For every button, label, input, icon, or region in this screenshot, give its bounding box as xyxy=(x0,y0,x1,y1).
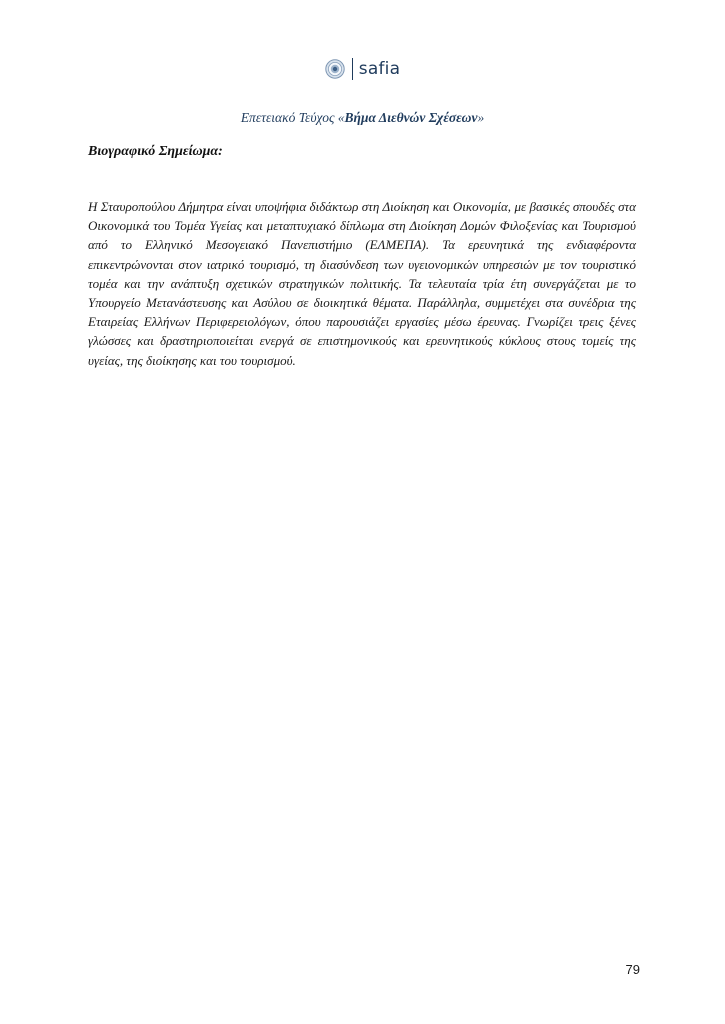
section-heading: Βιογραφικό Σημείωμα: xyxy=(88,144,223,159)
issue-title xyxy=(0,110,725,126)
logo-divider xyxy=(352,58,353,80)
logo-wordmark: safia xyxy=(358,58,401,79)
page-number: 79 xyxy=(625,962,640,977)
seal-emblem-icon xyxy=(325,59,345,79)
issue-title-suffix: » xyxy=(477,110,485,125)
issue-title-prefix: Επετειακό Τεύχος « xyxy=(240,110,345,125)
issue-title-name: Βήμα Διεθνών Σχέσεων xyxy=(344,110,478,125)
journal-logo xyxy=(0,58,725,80)
bio-paragraph: Η Σταυροπούλου Δήμητρα είναι υποψήφια διδάκτωρ στη Διοίκηση και Οικονομία, με βασικές σπουδές στα Οικονομικά του Τομέα Υγείας και μεταπτυχιακό δίπλωμα στη Διοίκηση Δομών Φιλοξενίας και Τουρισμού από το Ελληνικό Μεσογειακό Πανεπιστήμιο (ΕΛΜΕΠΑ). Τα ερευνητικά της ενδιαφέροντα επικεντρώνονται στον ιατρικό τουρισμό, τη διασύνδεση των υγειονομικών υπηρεσιών με τον τουριστικό τομέα και την ανάπτυξη σχετικών στρατηγικών πολιτικής. Τα τελευταία τρία έτη συνεργάζεται με το Υπουργείο Μετανάστευσης και Ασύλου σε διοικητικά θέματα. Παράλληλα, συμμετέχει στα συνέδρια της Εταιρείας Ελλήνων Περιφερειολόγων, όπου παρουσιάζει εργασίες μέσω έρευνας. Γνωρίζει τρεις ξένες γλώσσες και δραστηριοποιείται ενεργά σε επιστημονικούς και ερευνητικούς κύκλους στους τομείς της υγείας, της διοίκησης και του τουρισμού. xyxy=(88,199,636,368)
